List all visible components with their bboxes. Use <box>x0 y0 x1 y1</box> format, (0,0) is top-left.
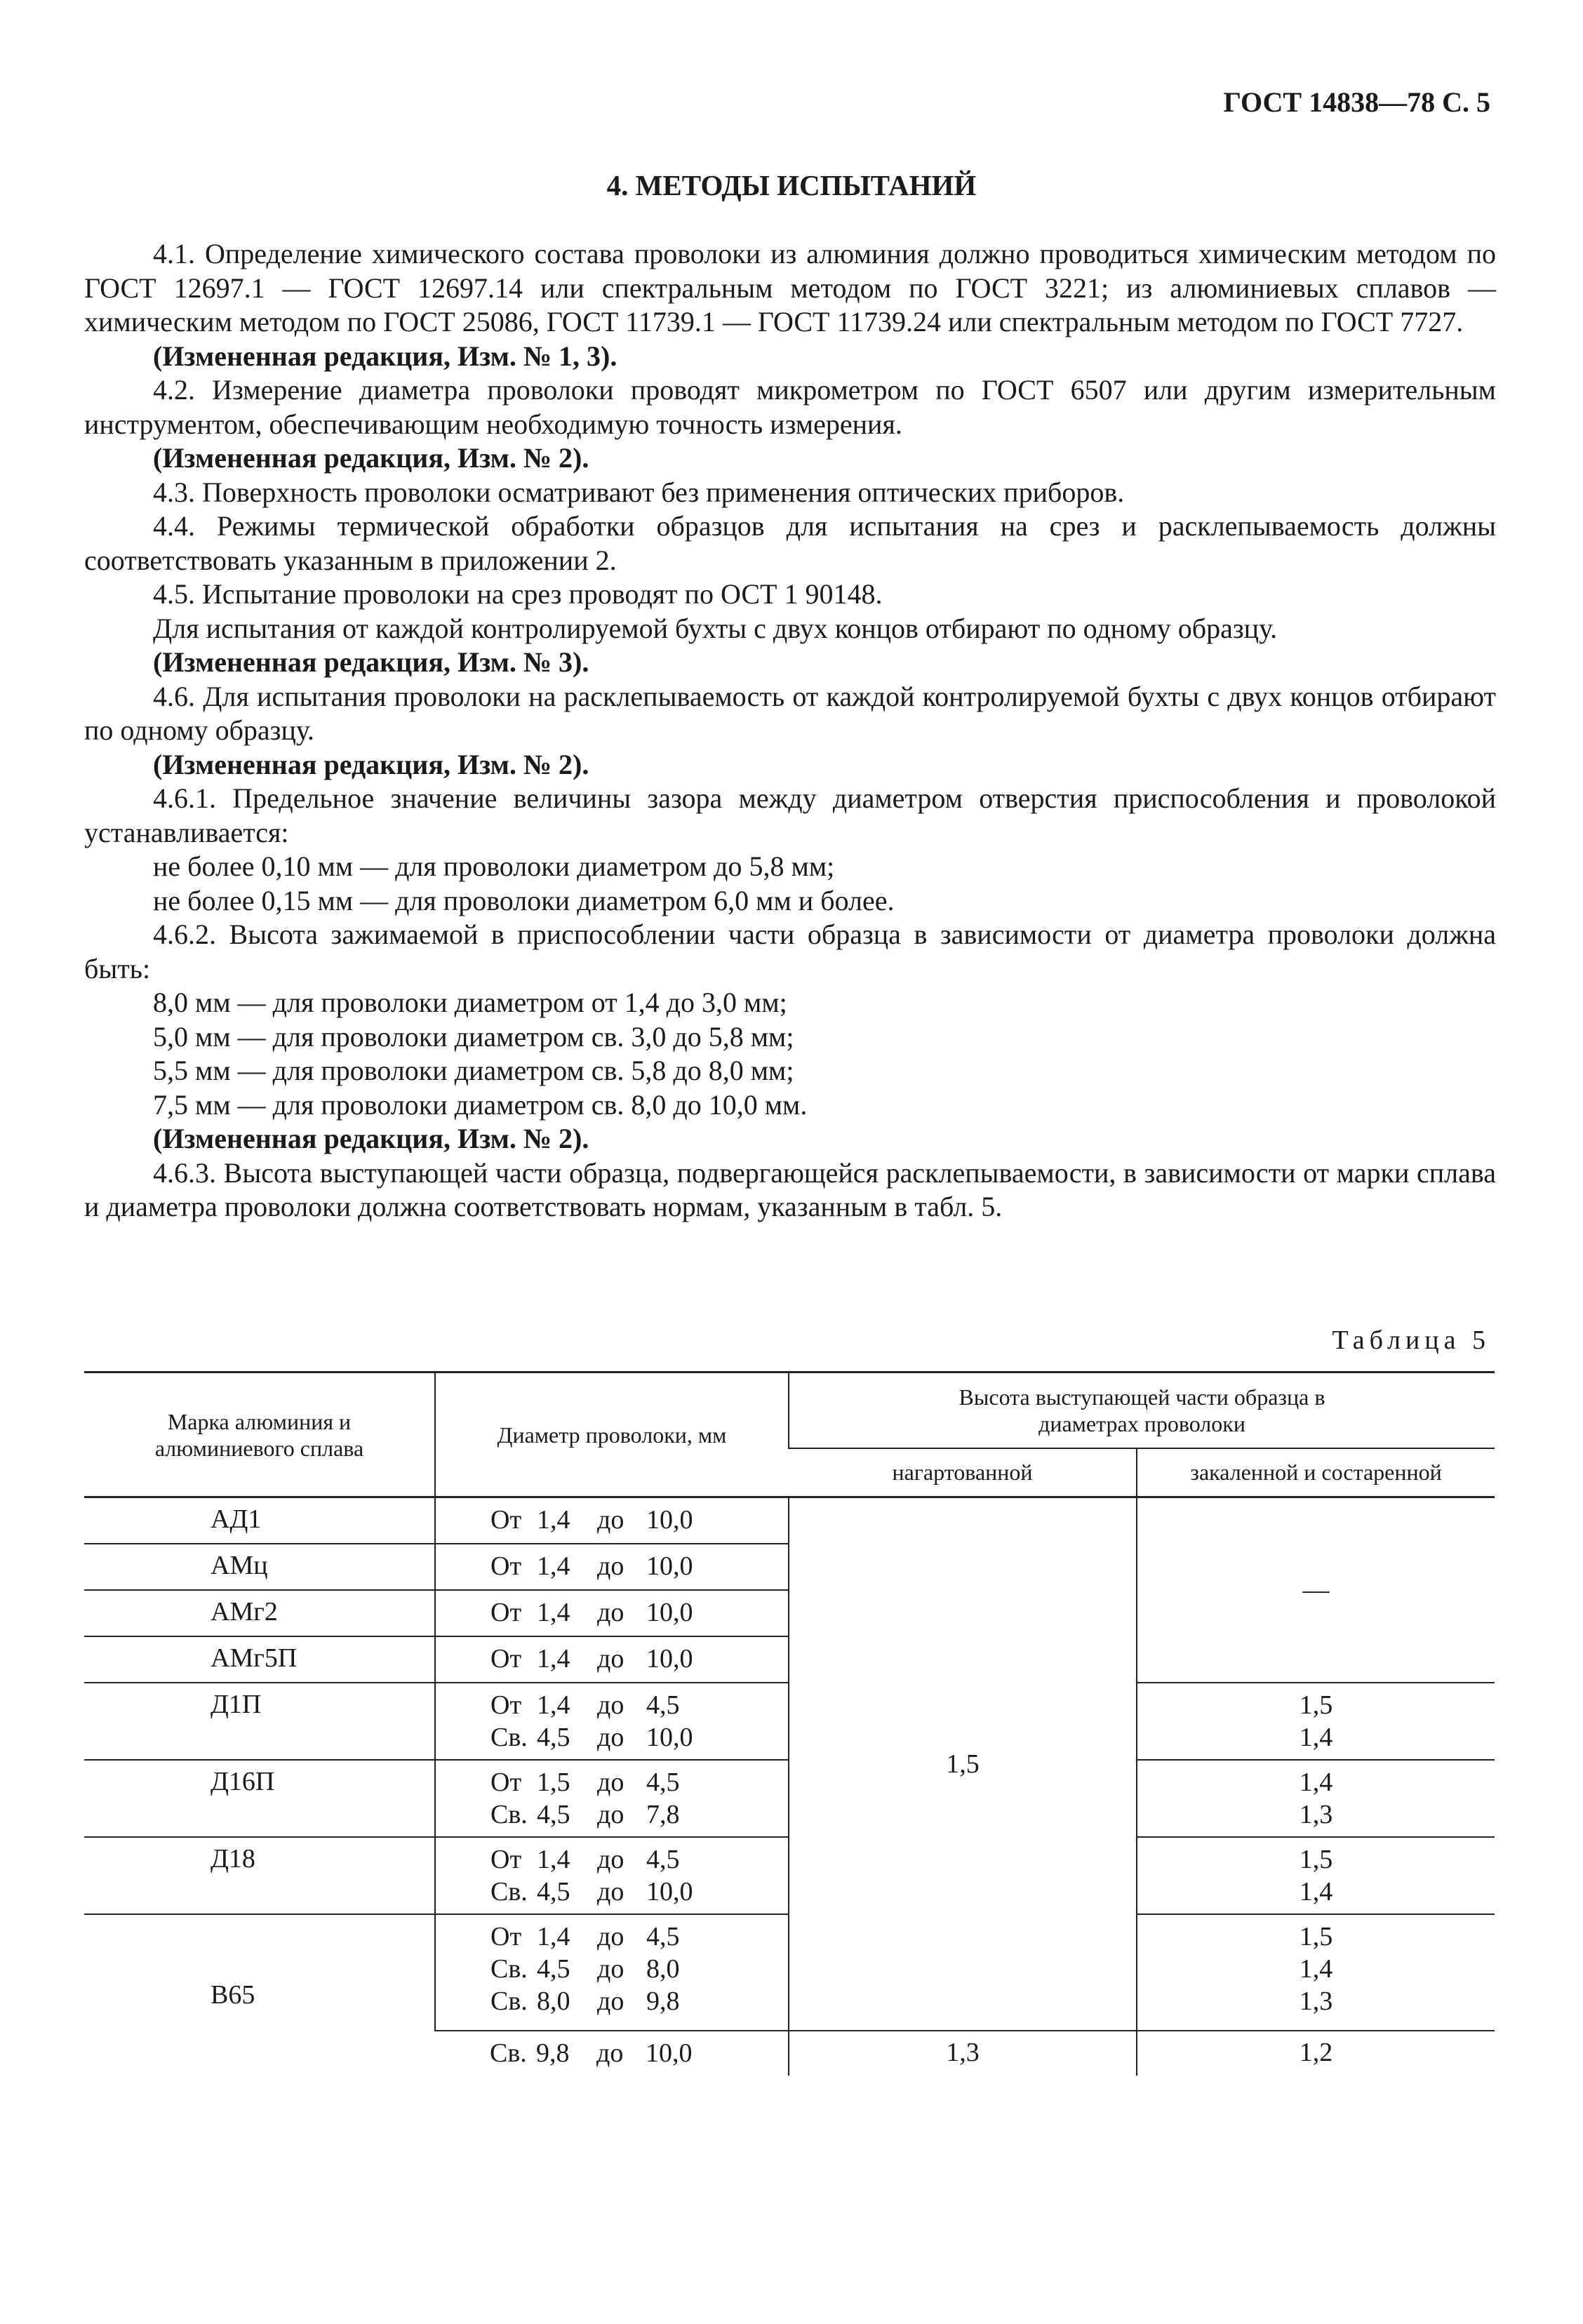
grade-cell: Д16П <box>84 1760 435 1837</box>
range-p: Св. <box>490 1722 528 1752</box>
amendment-note: (Измененная редакция, Изм. № 2). <box>153 1123 589 1154</box>
amendment-note: (Измененная редакция, Изм. № 1, 3). <box>153 340 617 372</box>
header-grade: Марка алюминия и алюминиевого сплава <box>84 1373 435 1497</box>
range-to: до <box>597 1844 624 1874</box>
range-a: 4,5 <box>537 1799 570 1829</box>
diameter-range <box>490 1985 788 2017</box>
range-a: 1,4 <box>537 1844 570 1874</box>
quenched-aged-value: 1,4 <box>1299 1722 1333 1752</box>
paragraph: 4.6.2. Высота зажимаемой в приспособлении части образца в зависимости от диаметра проволоки должна быть: <box>84 919 1496 984</box>
diameter-range <box>490 1843 788 1876</box>
diameter-range <box>490 1766 788 1798</box>
diameter-cell <box>435 1837 789 1914</box>
paragraph: Для испытания от каждой контролируемой бухты с двух концов отбирают по одному образцу. <box>153 612 1278 644</box>
range-a: 1,4 <box>537 1643 570 1674</box>
diameter-cell <box>435 1683 789 1760</box>
range-to: до <box>597 1597 624 1627</box>
range-b: 8,0 <box>646 1954 680 1984</box>
paragraph: 4.5. Испытание проволоки на срез проводят по ОСТ 1 90148. <box>153 578 883 610</box>
range-p: Св. <box>490 1799 528 1829</box>
range-a: 4,5 <box>537 1954 570 1984</box>
range-to: до <box>596 2038 624 2068</box>
quenched-aged-value: 1,5 <box>1299 1844 1333 1874</box>
quenched-aged-value: 1,4 <box>1299 1876 1333 1906</box>
range-p: Св. <box>490 1876 528 1906</box>
range-p: От <box>490 1844 522 1874</box>
diameter-range <box>490 1721 788 1754</box>
list-item: не более 0,10 мм — для проволоки диаметром до 5,8 мм; <box>153 850 835 882</box>
amendment-note: (Измененная редакция, Изм. № 2). <box>153 442 589 474</box>
range-to: до <box>597 1690 624 1720</box>
paragraph: 4.1. Определение химического состава проволоки из алюминия должно проводиться химическим методом по ГОСТ 12697.1 — ГОСТ 12697.14 или спектральным методом по ГОСТ 3221; из алюминиевых сплавов — химическим методом по ГОСТ 25086, ГОСТ 11739.1 — ГОСТ 11739.24 или спектральным методом по ГОСТ 7727. <box>84 238 1496 338</box>
quenched-aged-cell <box>1137 1914 1495 2031</box>
list-item: не более 0,15 мм — для проволоки диаметром 6,0 мм и более. <box>153 884 895 916</box>
quenched-aged-cell <box>1137 1760 1495 1837</box>
grade-cell: АМц <box>84 1544 435 1590</box>
range-p: От <box>490 1505 522 1535</box>
header-work-hardened: нагартованной <box>789 1448 1137 1497</box>
range-p: От <box>490 1921 522 1951</box>
range-b: 7,8 <box>646 1799 680 1829</box>
range-b: 4,5 <box>646 1921 680 1951</box>
grade-cell: В65 <box>84 1914 435 2076</box>
diameter-cell <box>435 2031 789 2076</box>
range-to: до <box>597 1505 624 1535</box>
section-title: 4. МЕТОДЫ ИСПЫТАНИЙ <box>606 169 977 201</box>
quenched-aged-value: 1,5 <box>1299 1690 1333 1720</box>
range-p: Св. <box>490 1954 528 1984</box>
quenched-aged-cell <box>1137 1683 1495 1760</box>
grade-cell: АМг2 <box>84 1590 435 1636</box>
diameter-cell <box>435 1914 789 2031</box>
paragraph: 4.6. Для испытания проволоки на расклепываемость от каждой контролируемой бухты с двух концов отбирают по одному образцу. <box>84 680 1496 746</box>
list-item: 5,0 мм — для проволоки диаметром св. 3,0 до 5,8 мм; <box>153 1020 794 1053</box>
range-b: 9,8 <box>646 1986 680 2016</box>
quenched-aged-cell: 1,2 <box>1137 2031 1495 2076</box>
range-to: до <box>597 1954 624 1984</box>
range-a: 1,4 <box>537 1690 570 1720</box>
diameter-range <box>490 1596 788 1629</box>
quenched-aged-value: 1,4 <box>1299 1767 1333 1797</box>
range-a: 1,4 <box>537 1551 570 1581</box>
paragraph: 4.6.1. Предельное значение величины зазора между диаметром отверстия приспособления и проволокой устанавливается: <box>84 782 1496 848</box>
paragraph: 4.6.3. Высота выступающей части образца, подвергающейся расклепываемости, в зависимости от марки сплава и диаметра проволоки должна соответствовать нормам, указанным в табл. 5. <box>84 1156 1496 1222</box>
quenched-aged-value: 1,3 <box>1299 1799 1333 1829</box>
range-a: 1,4 <box>537 1505 570 1535</box>
grade-cell: Д18 <box>84 1837 435 1914</box>
range-to: до <box>597 1722 624 1752</box>
grade-cell: АД1 <box>84 1497 435 1544</box>
range-b: 4,5 <box>646 1844 680 1874</box>
range-b: 10,0 <box>646 1643 693 1674</box>
diameter-range <box>490 1550 788 1582</box>
range-to: до <box>597 1767 624 1797</box>
range-b: 10,0 <box>646 1551 693 1581</box>
grade-cell: Д1П <box>84 1683 435 1760</box>
header-height: Высота выступающей части образца в диаметрах проволоки <box>789 1373 1495 1448</box>
range-p: От <box>490 1690 522 1720</box>
grade-cell: АМг5П <box>84 1636 435 1683</box>
range-b: 10,0 <box>646 1876 693 1906</box>
range-b: 10,0 <box>646 1722 693 1752</box>
list-item: 5,5 мм — для проволоки диаметром св. 5,8 до 8,0 мм; <box>153 1055 794 1086</box>
page-header: ГОСТ 14838—78 С. 5 <box>1223 86 1490 118</box>
paragraph: 4.4. Режимы термической обработки образцов для испытания на срез и расклепываемость должны соответствовать указанным в приложении 2. <box>84 510 1496 576</box>
diameter-cell <box>435 1544 789 1590</box>
diameter-range <box>490 2037 788 2069</box>
work-hardened-common-cell: 1,5 <box>789 1497 1137 2031</box>
table-row <box>84 1497 1495 1544</box>
quenched-aged-dash-cell: — <box>1137 1497 1495 1683</box>
diameter-range <box>490 1798 788 1831</box>
paragraph: 4.3. Поверхность проволоки осматривают без применения оптических приборов. <box>153 476 1125 508</box>
header-quenched-aged: закаленной и состаренной <box>1137 1448 1495 1497</box>
range-p: Св. <box>490 1986 528 2016</box>
diameter-cell <box>435 1497 789 1544</box>
range-b: 10,0 <box>646 1597 693 1627</box>
range-p: От <box>490 1551 522 1581</box>
range-to: до <box>597 1876 624 1906</box>
range-to: до <box>597 1799 624 1829</box>
quenched-aged-cell <box>1137 1837 1495 1914</box>
diameter-range <box>490 1953 788 1985</box>
list-item: 7,5 мм — для проволоки диаметром св. 8,0 до 10,0 мм. <box>153 1088 808 1121</box>
quenched-aged-value: 1,5 <box>1299 1921 1333 1951</box>
range-b: 4,5 <box>646 1767 680 1797</box>
diameter-cell <box>435 1636 789 1683</box>
range-b: 10,0 <box>646 1505 693 1535</box>
quenched-aged-value: 1,4 <box>1299 1954 1333 1984</box>
list-item: 8,0 мм — для проволоки диаметром от 1,4 до 3,0 мм; <box>153 987 787 1018</box>
range-a: 4,5 <box>537 1876 570 1906</box>
paragraph: 4.2. Измерение диаметра проволоки проводят микрометром по ГОСТ 6507 или другим измерительным инструментом, обеспечивающим необходимую точность измерения. <box>84 374 1496 440</box>
range-b: 10,0 <box>646 2038 693 2068</box>
range-p: Св. <box>490 2038 527 2068</box>
diameter-range <box>490 1689 788 1721</box>
body-text <box>84 237 1496 1224</box>
range-b: 4,5 <box>646 1690 680 1720</box>
table-5 <box>84 1371 1495 2076</box>
diameter-range <box>490 1643 788 1675</box>
work-hardened-cell: 1,3 <box>789 2031 1137 2076</box>
range-a: 8,0 <box>537 1986 570 2016</box>
range-a: 9,8 <box>536 2038 570 2068</box>
range-a: 4,5 <box>537 1722 570 1752</box>
range-a: 1,4 <box>537 1921 570 1951</box>
diameter-range <box>490 1921 788 1953</box>
range-to: до <box>597 1921 624 1951</box>
table-caption: Таблица 5 <box>1332 1325 1490 1355</box>
amendment-note: (Измененная редакция, Изм. № 2). <box>153 748 589 780</box>
range-to: до <box>597 1986 624 2016</box>
range-p: От <box>490 1643 522 1674</box>
range-to: до <box>597 1551 624 1581</box>
diameter-range <box>490 1876 788 1908</box>
header-diameter: Диаметр проволоки, мм <box>435 1373 789 1497</box>
amendment-note: (Измененная редакция, Изм. № 3). <box>153 646 589 678</box>
range-p: От <box>490 1597 522 1627</box>
range-to: до <box>597 1643 624 1674</box>
range-a: 1,4 <box>537 1597 570 1627</box>
quenched-aged-value: 1,3 <box>1299 1986 1333 2016</box>
range-p: От <box>490 1767 522 1797</box>
range-a: 1,5 <box>537 1767 570 1797</box>
diameter-range <box>490 1504 788 1536</box>
diameter-cell <box>435 1760 789 1837</box>
diameter-cell <box>435 1590 789 1636</box>
